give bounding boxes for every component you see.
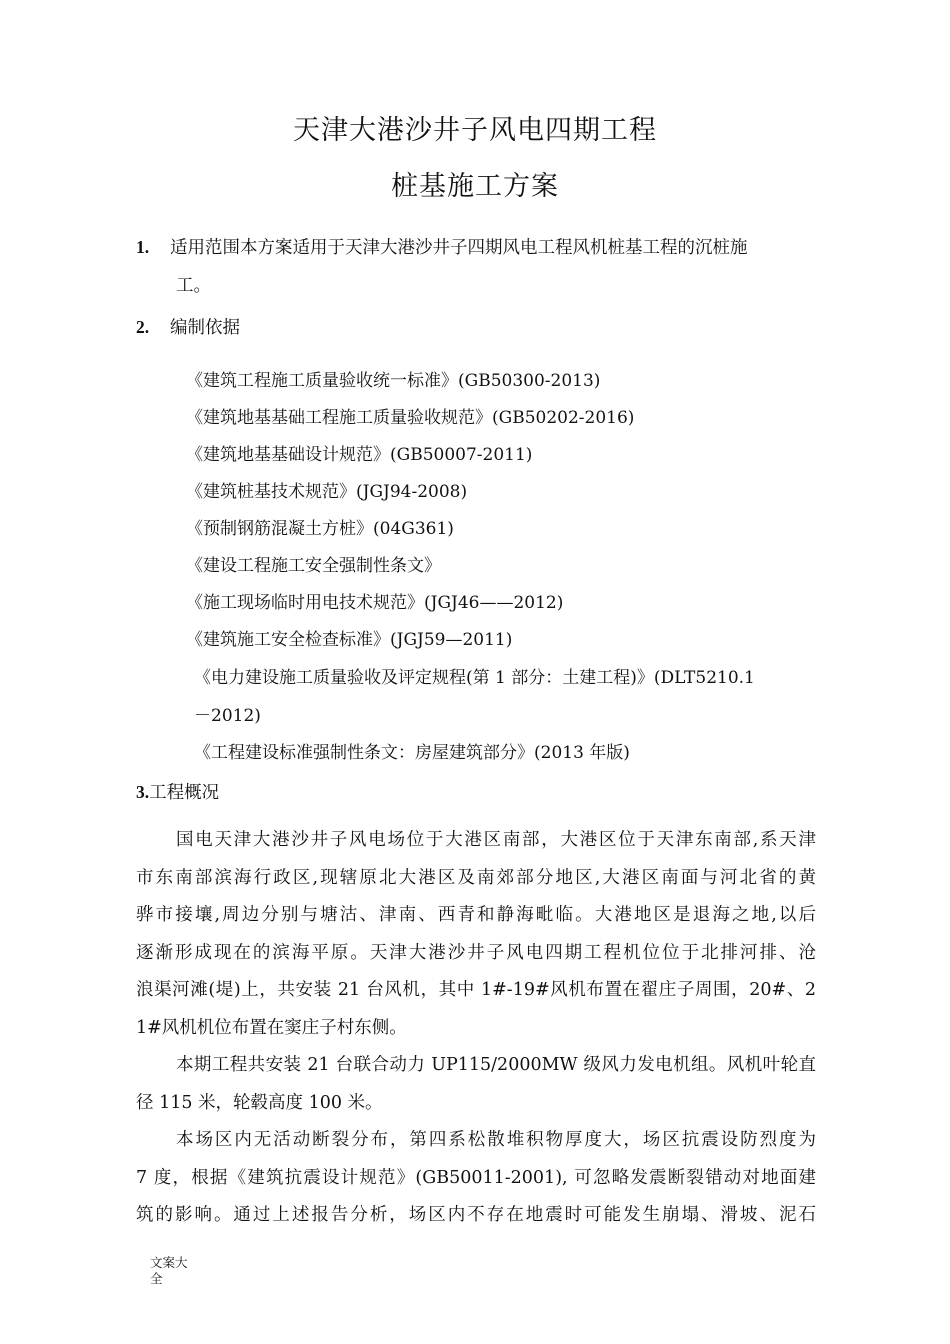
paragraph-line: 骅市接壤,周边分别与塘沽、津南、西青和静海毗临。大港地区是退海之地,以后	[136, 905, 816, 925]
section-1-continuation: 工。	[176, 276, 211, 296]
paragraph-line: 7 度，根据《建筑抗震设计规范》(GB50011-2001), 可忽略发震断裂错动对地面建	[136, 1167, 816, 1188]
reference-item: 《预制钢筋混凝土方桩》(04G361)	[186, 519, 454, 539]
reference-item: 《建筑桩基技术规范》(JGJ94-2008)	[186, 482, 468, 502]
paragraph-line: 1#风机机位布置在窦庄子村东侧。	[136, 1017, 407, 1038]
reference-item: 《建筑地基基础工程施工质量验收规范》(GB50202-2016)	[186, 408, 635, 428]
footer-text: 文案大全	[150, 1255, 188, 1286]
section-number: 3.	[136, 782, 150, 802]
reference-item: 《建筑地基基础设计规范》(GB50007-2011)	[186, 445, 533, 465]
section-3	[136, 779, 219, 804]
document-subtitle: 桩基施工方案	[391, 171, 559, 202]
paragraph-overview	[136, 822, 816, 1047]
paragraph-line: 本场区内无活动断裂分布，第四系松散堆积物厚度大，场区抗震设防烈度为	[176, 1130, 816, 1150]
paragraph-turbines	[136, 1047, 816, 1122]
paragraph-seismic	[136, 1122, 816, 1235]
paragraph-line: 市东南部滨海行政区,现辖原北大港区及南郊部分地区,大港区南面与河北省的黄	[136, 867, 816, 888]
section-number: 1.	[136, 237, 150, 257]
section-1-text: 适用范围本方案适用于天津大港沙井子四期风电工程风机桩基工程的沉桩施	[170, 238, 748, 258]
paragraph-line: 径 115 米，轮毂高度 100 米。	[136, 1092, 383, 1113]
section-2	[136, 314, 240, 339]
reference-item: 《施工现场临时用电技术规范》(JGJ46——2012)	[186, 593, 564, 613]
section-heading: 工程概况	[149, 783, 220, 803]
reference-item-continuation: －2012)	[194, 706, 261, 726]
paragraph-line: 筑的影响。通过上述报告分析，场区内不存在地震时可能发生崩塌、滑坡、泥石	[136, 1205, 816, 1225]
paragraph-line: 逐渐形成现在的滨海平原。天津大港沙井子风电四期工程机位位于北排河排、沧	[136, 942, 816, 963]
reference-item: 《工程建设标准强制性条文：房屋建筑部分》(2013 年版)	[194, 743, 630, 763]
document-title: 天津大港沙井子风电四期工程	[293, 115, 657, 146]
reference-item: 《建筑施工安全检查标准》(JGJ59—2011)	[186, 630, 513, 650]
section-number: 2.	[136, 317, 150, 337]
reference-item: 《建筑工程施工质量验收统一标准》(GB50300-2013)	[186, 371, 601, 391]
reference-item: 《电力建设施工质量验收及评定规程(第 1 部分：土建工程)》(DLT5210.1	[194, 668, 755, 688]
reference-item: 《建设工程施工安全强制性条文》	[186, 556, 441, 576]
section-1	[136, 234, 748, 259]
paragraph-line: 浪渠河滩(堤)上，共安装 21 台风机，其中 1#-19#风机布置在翟庄子周围，20#、2	[136, 980, 816, 1000]
paragraph-line: 本期工程共安装 21 台联合动力 UP115/2000MW 级风力发电机组。风机叶轮直	[176, 1055, 816, 1075]
section-heading: 编制依据	[170, 318, 240, 338]
paragraph-line: 国电天津大港沙井子风电场位于大港区南部，大港区位于天津东南部,系天津	[176, 830, 816, 850]
